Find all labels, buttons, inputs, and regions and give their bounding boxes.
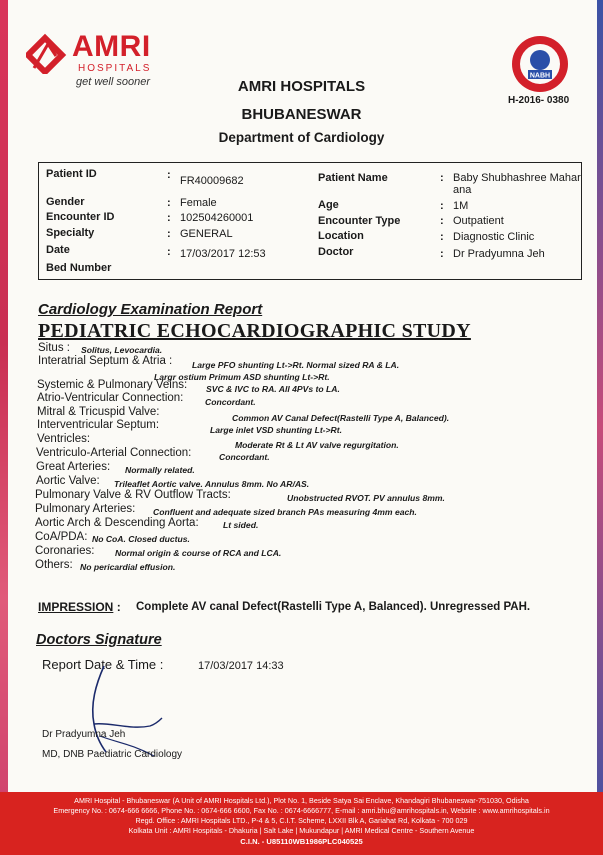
finding-value: Confluent and adequate sized branch PAs measuring 4mm each.	[153, 507, 417, 517]
finding-label: Pulmonary Arteries:	[35, 503, 136, 515]
footer-cin: C.I.N. - U85110WB1986PLC040525	[240, 837, 363, 846]
finding-value: Moderate Rt & Lt AV valve regurgitation.	[235, 440, 399, 450]
nabh-code: H-2016- 0380	[508, 95, 570, 106]
footer-kolkata-units: Kolkata Unit : AMRI Hospitals - Dhakuria | Salt Lake | Mukundapur | AMRI Medical Centre - Southern Avenue	[128, 826, 475, 835]
value-encounter-id: 102504260001	[180, 212, 254, 224]
finding-value: Large inlet VSD shunting Lt->Rt.	[210, 425, 343, 435]
finding-label: Great Arteries:	[36, 461, 111, 473]
report-datetime-value: 17/03/2017 14:33	[198, 660, 284, 672]
logo-subtitle: HOSPITALS	[78, 63, 152, 74]
hospital-name: AMRI HOSPITALS	[237, 78, 366, 95]
finding-value: No CoA. Closed ductus.	[92, 534, 190, 544]
finding-value: Common AV Canal Defect(Rastelli Type A, Balanced).	[232, 413, 450, 423]
doctor-degree: MD, DNB Paediatric Cardiology	[42, 749, 183, 760]
colon: :	[167, 212, 171, 224]
label-doctor: Doctor	[318, 246, 354, 258]
finding-label: Pulmonary Valve & RV Outflow Tracts:	[35, 489, 231, 501]
finding-label: Systemic & Pulmonary Veins:	[37, 379, 188, 391]
colon: :	[167, 169, 171, 181]
label-age: Age	[318, 199, 339, 211]
value-patient-id: FR40009682	[180, 175, 244, 187]
finding-value: No pericardial effusion.	[80, 562, 176, 572]
label-gender: Gender	[46, 196, 85, 208]
footer-regd-office: Regd. Office : AMRI Hospitals LTD., P-4 & 5, C.I.T. Scheme, LXXII Blk A, Gariahat Rd, Kolkata - 700 029	[135, 816, 468, 825]
study-title: PEDIATRIC ECHOCARDIOGRAPHIC STUDY	[38, 320, 471, 342]
finding-value: Lt sided.	[223, 520, 259, 530]
finding-label: Interventricular Septum:	[37, 419, 160, 431]
footer-contact: Emergency No. : 0674-666 6666, Phone No. : 0674-666 6600, Fax No. : 0674-6666777, E-mail : amri.bhu@amrihospitals.in, Website : www.amrihospitals.in	[53, 806, 550, 815]
finding-label: Coronaries:	[35, 545, 95, 557]
colon: :	[167, 246, 171, 258]
colon: :	[167, 197, 171, 209]
impression-value: Complete AV canal Defect(Rastelli Type A, Balanced). Unregressed PAH.	[136, 601, 531, 613]
finding-value: Concordant.	[219, 452, 270, 462]
finding-value: Solitus, Levocardia.	[81, 345, 163, 355]
finding-label: Ventriculo-Arterial Connection:	[36, 447, 192, 459]
finding-label: Mitral & Tricuspid Valve:	[37, 406, 160, 418]
finding-value: Normally related.	[125, 465, 195, 475]
department-title: Department of Cardiology	[218, 130, 385, 145]
finding-value: Large PFO shunting Lt->Rt. Normal sized RA & LA.	[192, 360, 400, 370]
finding-value: Concordant.	[205, 397, 256, 407]
value-doctor: Dr Pradyumna Jeh	[453, 248, 545, 260]
finding-label: Others:	[35, 559, 73, 571]
finding-label: Interatrial Septum & Atria :	[38, 355, 173, 367]
value-gender: Female	[180, 197, 217, 209]
label-date: Date	[46, 244, 70, 256]
finding-value: Normal origin & course of RCA and LCA.	[115, 548, 282, 558]
colon: :	[440, 200, 444, 212]
value-location: Diagnostic Clinic	[453, 231, 535, 243]
signature-title: Doctors Signature	[36, 632, 162, 648]
page-edge-right	[597, 0, 603, 855]
finding-label: CoA/PDA:	[35, 531, 88, 543]
value-specialty: GENERAL	[180, 228, 233, 240]
logo-wordmark: AMRI	[72, 30, 151, 63]
amri-logo-icon	[26, 30, 70, 74]
value-encounter-type: Outpatient	[453, 215, 504, 227]
colon: :	[167, 228, 171, 240]
finding-label: Ventricles:	[37, 433, 91, 445]
doctor-name: Dr Pradyumna Jeh	[42, 729, 126, 740]
label-patient-name: Patient Name	[318, 172, 388, 184]
colon: :	[440, 215, 444, 227]
nabh-text: NABH	[529, 72, 551, 80]
impression-label: IMPRESSION :	[38, 600, 121, 614]
footer-band	[0, 792, 603, 855]
value-patient-name-1: Baby Shubhashree Mahar	[453, 172, 581, 184]
finding-label: Atrio-Ventricular Connection:	[37, 392, 184, 404]
value-age: 1M	[453, 200, 469, 212]
report-datetime-label: Report Date & Time :	[42, 657, 164, 672]
colon: :	[440, 172, 444, 184]
value-patient-name-2: ana	[453, 184, 472, 196]
finding-value: Largr ostium Primum ASD shunting Lt->Rt.	[154, 372, 330, 382]
report-title: Cardiology Examination Report	[38, 301, 263, 318]
colon: :	[440, 248, 444, 260]
label-location: Location	[318, 230, 364, 242]
finding-label: Situs :	[38, 342, 70, 354]
label-encounter-type: Encounter Type	[318, 215, 401, 227]
label-bed-number: Bed Number	[46, 262, 112, 274]
value-date: 17/03/2017 12:53	[180, 248, 266, 260]
colon: :	[440, 231, 444, 243]
finding-value: SVC & IVC to RA. All 4PVs to LA.	[206, 384, 340, 394]
label-specialty: Specialty	[46, 227, 95, 239]
finding-label: Aortic Arch & Descending Aorta:	[35, 517, 199, 529]
finding-value: Trileaflet Aortic valve. Annulus 8mm. No AR/AS.	[114, 479, 310, 489]
finding-label: Aortic Valve:	[36, 475, 100, 487]
logo-tagline: get well sooner	[76, 76, 150, 88]
label-encounter-id: Encounter ID	[46, 211, 115, 223]
footer-address: AMRI Hospital - Bhubaneswar (A Unit of AMRI Hospitals Ltd.), Plot No. 1, Beside Satya Sai Enclave, Khandagiri Bhubaneswar-751030, Odisha	[74, 796, 529, 805]
finding-value: Unobstructed RVOT. PV annulus 8mm.	[287, 493, 445, 503]
label-patient-id: Patient ID	[46, 168, 97, 180]
hospital-city: BHUBANESWAR	[241, 106, 362, 123]
